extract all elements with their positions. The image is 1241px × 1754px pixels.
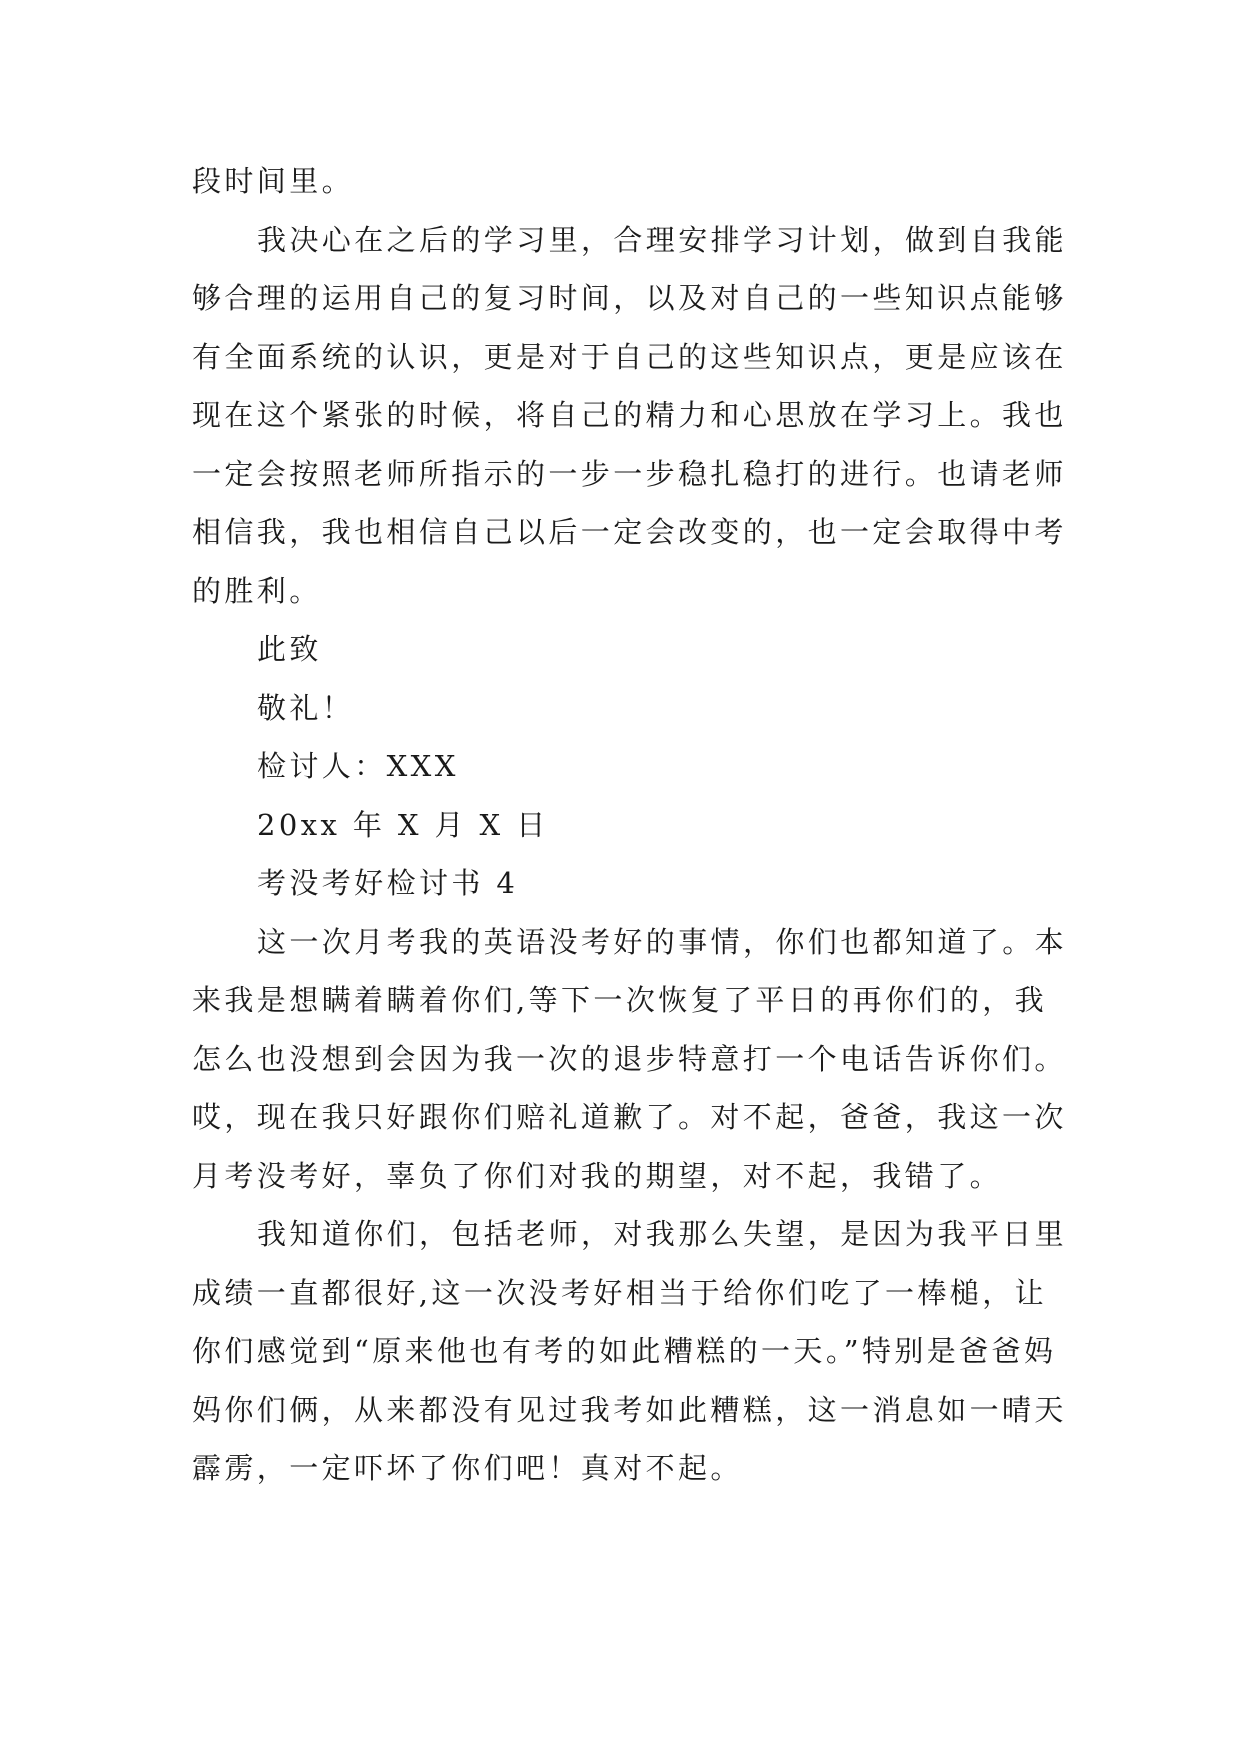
paragraph-apology: 这一次月考我的英语没考好的事情，你们也都知道了。本来我是想瞒着瞒着你们,等下一次恢复了平日的再你们的，我怎么也没想到会因为我一次的退步特意打一个电话告诉你们。哎，现在我只好跟你们赔礼道歉了。对不起，爸爸，我这一次月考没考好，辜负了你们对我的期望，对不起，我错了。 [192, 924, 1068, 1193]
closing-regards: 敬礼！ [257, 690, 355, 725]
section-heading: 考没考好检讨书 4 [257, 866, 519, 900]
paragraph-continuation: 段时间里。 [192, 164, 355, 198]
paragraph-explanation: 我知道你们，包括老师，对我那么失望，是因为我平日里成绩一直都很好,这一次没考好相当于给你们吃了一棒槌，让你们感觉到“原来他也有考的如此糟糕的一天。”特别是爸爸妈妈你们俩，从来都没有见过我考如此糟糕，这一消息如一晴天霹雳，一定吓坏了你们吧！真对不起。 [192, 1217, 1068, 1485]
signature-author: 检讨人：XXX [257, 749, 459, 783]
closing-salutation: 此致 [257, 632, 322, 666]
paragraph-resolution: 我决心在之后的学习里，合理安排学习计划，做到自我能够合理的运用自己的复习时间，以及对自己的一些知识点能够有全面系统的认识，更是对于自己的这些知识点，更是应该在现在这个紧张的时候，将自己的精力和心思放在学习上。我也一定会按照老师所指示的一步一步稳扎稳打的进行。也请老师相信我，我也相信自己以后一定会改变的，也一定会取得中考的胜利。 [192, 222, 1068, 608]
signature-date: 20xx 年 X 月 X 日 [257, 807, 549, 842]
document-body [192, 152, 1072, 1498]
